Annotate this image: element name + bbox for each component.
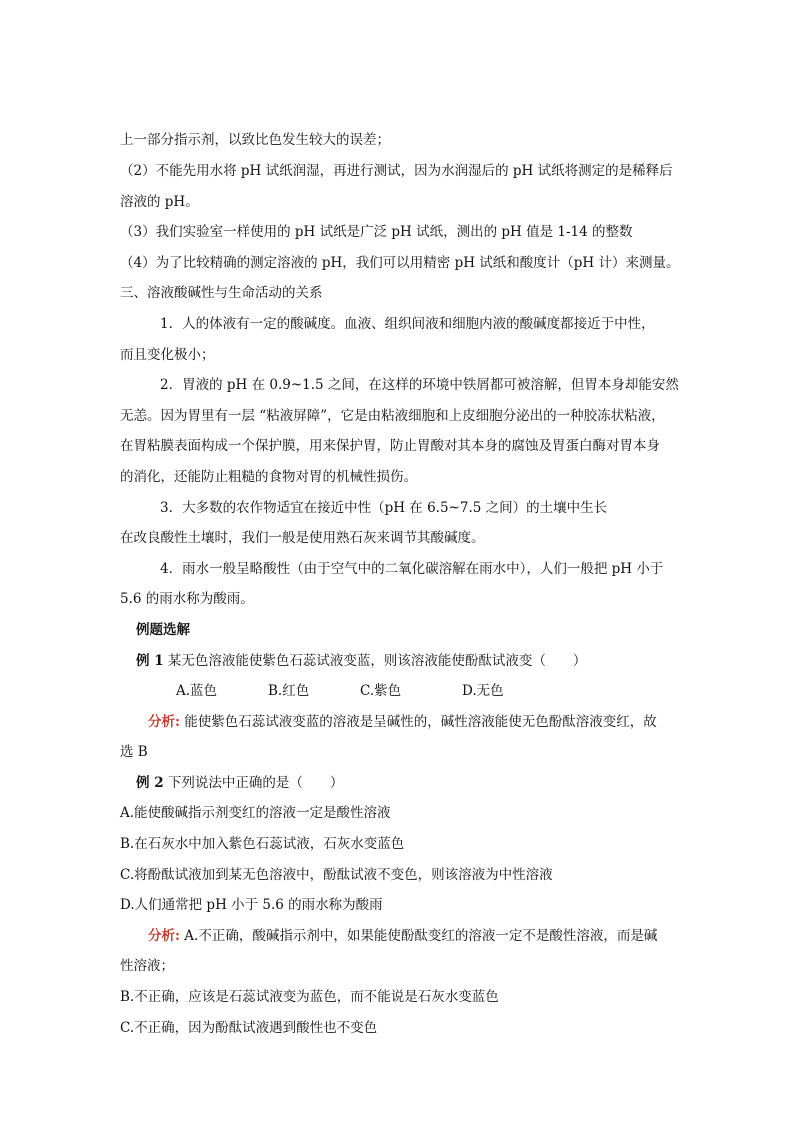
text-line: （2）不能先用水将 pH 试纸润湿，再进行测试，因为水润湿后的 pH 试纸将测定的是稀释后 (120, 163, 673, 179)
example-1-label: 例 1 (136, 653, 164, 669)
text-line: 4．雨水一般呈略酸性（由于空气中的二氧化碳溶解在雨水中），人们一般把 pH 小于 (160, 561, 664, 577)
example-2-analysis (148, 926, 657, 946)
text-line: 在改良酸性土壤时，我们一般是使用熟石灰来调节其酸碱度。 (120, 530, 485, 546)
text-line: 5.6 的雨水称为酸雨。 (120, 591, 254, 607)
text-line: 溶液的 pH。 (120, 194, 199, 210)
text-line: 而且变化极小； (120, 347, 215, 363)
example-2-option-a: A.能使酸碱指示剂变红的溶液一定是酸性溶液 (120, 805, 391, 821)
text-line: 性溶液； (120, 958, 174, 974)
example-1-question (136, 651, 586, 671)
example-2-label: 例 2 (136, 775, 164, 791)
example-1-text: 某无色溶液能使紫色石蕊试液变蓝，则该溶液能使酚酞试液变（ ） (163, 653, 587, 669)
text-line: 在胃粘膜表面构成一个保护膜，用来保护胃，防止胃酸对其本身的腐蚀及胃蛋白酶对胃本身 (120, 438, 660, 454)
example-2-question (136, 773, 343, 793)
example-1-option-c: C.紫色 (360, 683, 402, 699)
analysis-label: 分析: (148, 714, 180, 730)
text-line: C.不正确，因为酚酞试液遇到酸性也不变色 (120, 1020, 378, 1036)
example-2-option-c: C.将酚酞试液加到某无色溶液中，酚酞试液不变色，则该溶液为中性溶液 (120, 867, 553, 883)
example-2-text: 下列说法中正确的是（ ） (163, 775, 344, 791)
example-2-option-d: D.人们通常把 pH 小于 5.6 的雨水称为酸雨 (120, 897, 383, 913)
examples-heading: 例题选解 (136, 622, 190, 638)
text-line: B.不正确，应该是石蕊试液变为蓝色，而不能说是石灰水变蓝色 (120, 989, 499, 1005)
example-1-analysis (148, 712, 657, 732)
text-line: 2．胃液的 pH 在 0.9~1.5 之间，在这样的环境中铁屑都可被溶解，但胃本身却能安然 (160, 377, 679, 393)
example-2-option-b: B.在石灰水中加入紫色石蕊试液，石灰水变蓝色 (120, 836, 405, 852)
text-line: 无恙。因为胃里有一层 “粘液屏障”，它是由粘液细胞和上皮细胞分泌出的一种胶冻状粘液， (120, 408, 665, 424)
analysis-text: A.不正确，酸碱指示剂中，如果能使酚酞变红的溶液一定不是酸性溶液，而是碱 (179, 928, 658, 944)
example-1-option-d: D.无色 (462, 683, 504, 699)
text-line: （4）为了比较精确的测定溶液的 pH，我们可以用精密 pH 试纸和酸度计（pH 计）来测量。 (120, 255, 680, 271)
text-line: （3）我们实验室一样使用的 pH 试纸是广泛 pH 试纸，测出的 pH 值是 1-14 的整数 (120, 224, 633, 240)
section-heading: 三、溶液酸碱性与生命活动的关系 (120, 285, 323, 301)
text-line: 3．大多数的农作物适宜在接近中性（pH 在 6.5~7.5 之间）的土壤中生长 (160, 500, 608, 516)
text-line: 的消化，还能防止粗糙的食物对胃的机械性损伤。 (120, 469, 417, 485)
analysis-text: 能使紫色石蕊试液变蓝的溶液是呈碱性的，碱性溶液能使无色酚酞溶液变红，故 (179, 714, 657, 730)
text-line: 选 B (120, 744, 148, 760)
text-line: 1．人的体液有一定的酸碱度。血液、组织间液和细胞内液的酸碱度都接近于中性， (160, 316, 655, 332)
text-line: 上一部分指示剂，以致比色发生较大的误差； (120, 132, 390, 148)
example-1-option-b: B.红色 (268, 683, 310, 699)
analysis-label: 分析: (148, 928, 180, 944)
example-1-option-a: A.蓝色 (176, 683, 218, 699)
